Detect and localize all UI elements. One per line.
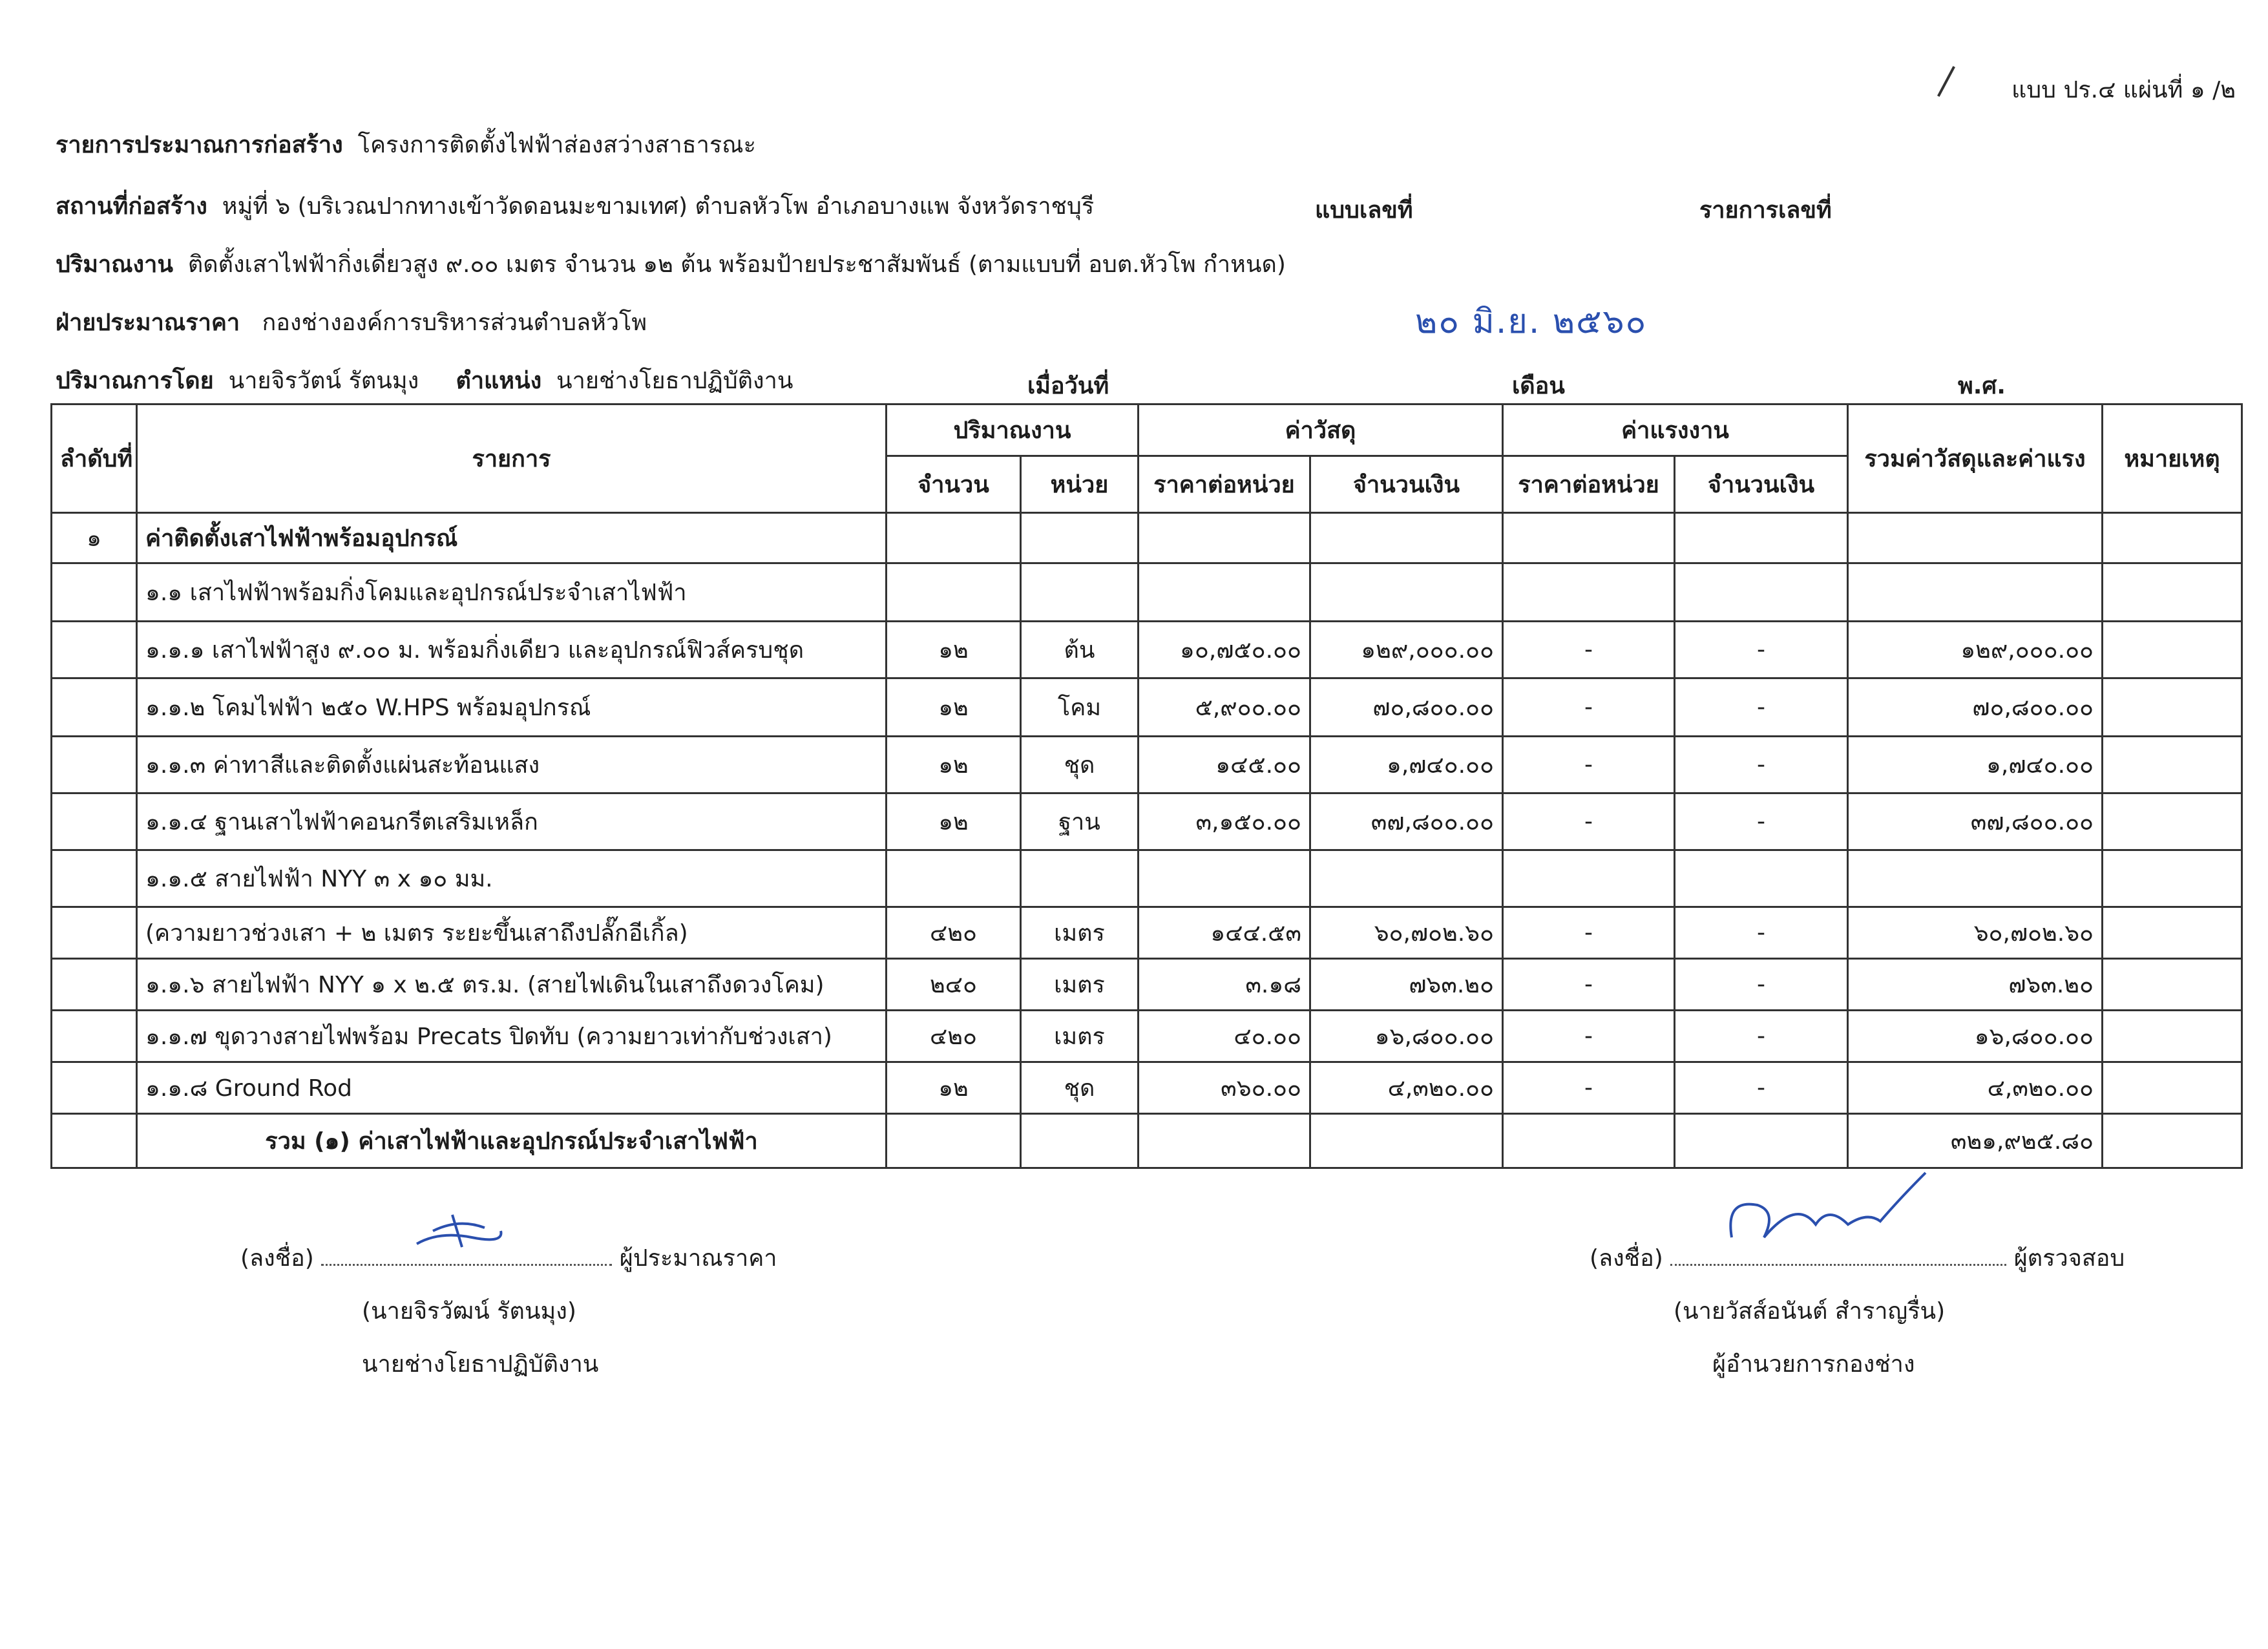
position-value: นายช่างโยธาปฏิบัติงาน xyxy=(556,368,793,394)
row-unit: ฐาน xyxy=(1021,793,1139,850)
row-lab-amount: - xyxy=(1675,793,1848,850)
subtotal-no-cell xyxy=(52,1114,137,1168)
row-mat-price: ๓๖๐.๐๐ xyxy=(1139,1062,1310,1114)
row-lab-price xyxy=(1503,513,1675,563)
row-lab-amount xyxy=(1675,850,1848,907)
row-lab-price: - xyxy=(1503,1062,1675,1114)
project-line xyxy=(56,126,756,163)
row-mat-price: ๓,๑๕๐.๐๐ xyxy=(1139,793,1310,850)
row-unit: โคม xyxy=(1021,678,1139,737)
estimator-sign-prefix: (ลงชื่อ) xyxy=(240,1245,314,1272)
row-mat-amount: ๑๒๙,๐๐๐.๐๐ xyxy=(1310,622,1503,678)
row-no xyxy=(52,1011,137,1062)
row-qty: ๑๒ xyxy=(887,793,1021,850)
row-total: ๖๐,๗๐๒.๖๐ xyxy=(1848,907,2103,959)
row-item: ๑.๑.๗ ขุดวางสายไฟพร้อม Precats ปิดทับ (ความยาวเท่ากับช่วงเสา) xyxy=(137,1011,887,1062)
row-lab-amount xyxy=(1675,513,1848,563)
subtotal-empty-cell xyxy=(1021,1114,1139,1168)
row-lab-price xyxy=(1503,563,1675,622)
header-remark: หมายเหตุ xyxy=(2103,404,2242,513)
row-qty xyxy=(887,850,1021,907)
table-row xyxy=(52,737,2242,793)
row-no xyxy=(52,678,137,737)
project-label: รายการประมาณการก่อสร้าง xyxy=(56,132,343,158)
row-qty: ๔๒๐ xyxy=(887,907,1021,959)
row-remark xyxy=(2103,737,2242,793)
subtotal-total: ๓๒๑,๙๒๕.๘๐ xyxy=(1848,1114,2103,1168)
location-value: หมู่ที่ ๖ (บริเวณปากทางเข้าวัดดอนมะขามเทศ) ตำบลหัวโพ อำเภอบางแพ จังหวัดราชบุรี xyxy=(222,193,1095,220)
inspector-role: ผู้ตรวจสอบ xyxy=(2013,1245,2125,1272)
subtotal-empty-cell xyxy=(2103,1114,2242,1168)
date-stamp: ๒๐ มิ.ย. ๒๕๖๐ xyxy=(1415,302,1648,341)
row-total xyxy=(1848,850,2103,907)
row-item: ๑.๑.๑ เสาไฟฟ้าสูง ๙.๐๐ ม. พร้อมกิ่งเดียว และอุปกรณ์ฟิวส์ครบชุด xyxy=(137,622,887,678)
row-no: ๑ xyxy=(52,513,137,563)
row-item: ๑.๑.๖ สายไฟฟ้า NYY ๑ x ๒.๕ ตร.ม. (สายไฟเดินในเสาถึงดวงโคม) xyxy=(137,959,887,1011)
row-item: ๑.๑.๓ ค่าทาสีและติดตั้งแผ่นสะท้อนแสง xyxy=(137,737,887,793)
position-label: ตำแหน่ง xyxy=(456,368,542,394)
row-lab-amount: - xyxy=(1675,959,1848,1011)
row-remark xyxy=(2103,563,2242,622)
row-remark xyxy=(2103,513,2242,563)
header-lab-price: ราคาต่อหน่วย xyxy=(1503,456,1675,513)
row-lab-price: - xyxy=(1503,622,1675,678)
row-mat-amount: ๖๐,๗๐๒.๖๐ xyxy=(1310,907,1503,959)
row-no xyxy=(52,793,137,850)
row-unit: ชุด xyxy=(1021,1062,1139,1114)
row-remark xyxy=(2103,678,2242,737)
header-lab-amount: จำนวนเงิน xyxy=(1675,456,1848,513)
subtotal-label: รวม (๑) ค่าเสาไฟฟ้าและอุปกรณ์ประจำเสาไฟฟ้า xyxy=(137,1114,887,1168)
row-no xyxy=(52,1062,137,1114)
month-label: เดือน xyxy=(1512,373,1565,399)
estimator-position: นายช่างโยธาปฏิบัติงาน xyxy=(362,1351,599,1378)
quantity-line xyxy=(56,246,1286,282)
row-unit: เมตร xyxy=(1021,907,1139,959)
header-item: รายการ xyxy=(137,404,887,513)
row-no xyxy=(52,737,137,793)
row-unit: ชุด xyxy=(1021,737,1139,793)
row-mat-amount xyxy=(1310,850,1503,907)
row-lab-price: - xyxy=(1503,678,1675,737)
inspector-sign-prefix: (ลงชื่อ) xyxy=(1590,1245,1663,1272)
quantity-label: ปริมาณงาน xyxy=(56,251,173,278)
inspector-sign-line xyxy=(1590,1239,2125,1276)
row-unit xyxy=(1021,850,1139,907)
quantity-value: ติดตั้งเสาไฟฟ้ากิ่งเดี่ยวสูง ๙.๐๐ เมตร จำนวน ๑๒ ต้น พร้อมป้ายประชาสัมพันธ์ (ตามแบบที่ อบต.หัวโพ กำหนด) xyxy=(187,251,1286,278)
row-item: ๑.๑.๕ สายไฟฟ้า NYY ๓ x ๑๐ มม. xyxy=(137,850,887,907)
row-mat-amount xyxy=(1310,563,1503,622)
row-total: ๔,๓๒๐.๐๐ xyxy=(1848,1062,2103,1114)
estimator-role: ผู้ประมาณราคา xyxy=(619,1245,777,1272)
row-mat-amount: ๔,๓๒๐.๐๐ xyxy=(1310,1062,1503,1114)
estimator-sign-line xyxy=(240,1239,777,1276)
estimator-dept-value: กองช่างองค์การบริหารส่วนตำบลหัวโพ xyxy=(262,310,647,336)
row-item: (ความยาวช่วงเสา + ๒ เมตร ระยะขึ้นเสาถึงปลั๊กอีเกิ้ล) xyxy=(137,907,887,959)
row-mat-amount: ๓๗,๘๐๐.๐๐ xyxy=(1310,793,1503,850)
row-unit xyxy=(1021,563,1139,622)
row-unit: เมตร xyxy=(1021,959,1139,1011)
row-mat-amount xyxy=(1310,513,1503,563)
row-item: ๑.๑.๔ ฐานเสาไฟฟ้าคอนกรีตเสริมเหล็ก xyxy=(137,793,887,850)
estimator-dept-label: ฝ่ายประมาณราคา xyxy=(56,310,240,336)
row-no xyxy=(52,563,137,622)
row-mat-amount: ๑,๗๔๐.๐๐ xyxy=(1310,737,1503,793)
row-remark xyxy=(2103,622,2242,678)
subtotal-empty-cell xyxy=(887,1114,1021,1168)
header-no: ลำดับที่ xyxy=(52,404,137,513)
table-row xyxy=(52,563,2242,622)
table-row xyxy=(52,1062,2242,1114)
year-label: พ.ศ. xyxy=(1958,373,2006,399)
estimated-by-line xyxy=(56,362,793,399)
row-lab-amount: - xyxy=(1675,622,1848,678)
header-material-group: ค่าวัสดุ xyxy=(1139,404,1503,456)
row-qty xyxy=(887,513,1021,563)
row-item: ๑.๑ เสาไฟฟ้าพร้อมกิ่งโคมและอุปกรณ์ประจำเสาไฟฟ้า xyxy=(137,563,887,622)
inspector-name: (นายวัสส์อนันต์ สำราญรื่น) xyxy=(1674,1298,1946,1325)
inspector-dotted-line xyxy=(1670,1264,2006,1266)
row-lab-price: - xyxy=(1503,737,1675,793)
row-item: ๑.๑.๒ โคมไฟฟ้า ๒๕๐ W.HPS พร้อมอุปกรณ์ xyxy=(137,678,887,737)
row-total: ๑๒๙,๐๐๐.๐๐ xyxy=(1848,622,2103,678)
header-labor-group: ค่าแรงงาน xyxy=(1503,404,1848,456)
estimator-name: (นายจิรวัฒน์ รัตนมุง) xyxy=(362,1298,576,1325)
subtotal-empty-cell xyxy=(1310,1114,1503,1168)
header-unit: หน่วย xyxy=(1021,456,1139,513)
row-total xyxy=(1848,513,2103,563)
row-mat-amount: ๑๖,๘๐๐.๐๐ xyxy=(1310,1011,1503,1062)
row-qty: ๒๔๐ xyxy=(887,959,1021,1011)
location-label: สถานที่ก่อสร้าง xyxy=(56,193,207,220)
table-row xyxy=(52,850,2242,907)
row-lab-amount: - xyxy=(1675,1062,1848,1114)
row-qty: ๑๒ xyxy=(887,1062,1021,1114)
row-lab-amount xyxy=(1675,563,1848,622)
project-value: โครงการติดตั้งไฟฟ้าส่องสว่างสาธารณะ xyxy=(357,132,756,158)
header-mat-amount: จำนวนเงิน xyxy=(1310,456,1503,513)
row-remark xyxy=(2103,793,2242,850)
row-remark xyxy=(2103,1011,2242,1062)
table-row xyxy=(52,513,2242,563)
header-quantity-group: ปริมาณงาน xyxy=(887,404,1139,456)
item-number-label: รายการเลขที่ xyxy=(1699,197,1832,224)
subtotal-empty-cell xyxy=(1139,1114,1310,1168)
row-no xyxy=(52,850,137,907)
row-qty: ๑๒ xyxy=(887,737,1021,793)
row-lab-price: - xyxy=(1503,907,1675,959)
row-unit xyxy=(1021,513,1139,563)
row-remark xyxy=(2103,959,2242,1011)
header-qty: จำนวน xyxy=(887,456,1021,513)
row-remark xyxy=(2103,907,2242,959)
header-mat-price: ราคาต่อหน่วย xyxy=(1139,456,1310,513)
row-mat-price: ๑๔๔.๕๓ xyxy=(1139,907,1310,959)
estimated-by-label: ปริมาณการโดย xyxy=(56,368,214,394)
row-total: ๗๐,๘๐๐.๐๐ xyxy=(1848,678,2103,737)
table-row xyxy=(52,907,2242,959)
row-lab-price: - xyxy=(1503,1011,1675,1062)
row-mat-price xyxy=(1139,513,1310,563)
row-total: ๓๗,๘๐๐.๐๐ xyxy=(1848,793,2103,850)
row-mat-amount: ๗๖๓.๒๐ xyxy=(1310,959,1503,1011)
row-qty: ๑๒ xyxy=(887,622,1021,678)
form-number: แบบ ปร.๔ แผ่นที่ ๑ /๒ xyxy=(2011,77,2236,103)
row-no xyxy=(52,622,137,678)
row-unit: ต้น xyxy=(1021,622,1139,678)
row-qty: ๔๒๐ xyxy=(887,1011,1021,1062)
row-mat-amount: ๗๐,๘๐๐.๐๐ xyxy=(1310,678,1503,737)
row-lab-amount: - xyxy=(1675,907,1848,959)
form-number-slash xyxy=(1937,66,1955,97)
estimate-table xyxy=(50,403,2243,1169)
row-item: ๑.๑.๘ Ground Rod xyxy=(137,1062,887,1114)
row-no xyxy=(52,907,137,959)
row-lab-amount: - xyxy=(1675,1011,1848,1062)
row-mat-price: ๓.๑๘ xyxy=(1139,959,1310,1011)
subtotal-empty-cell xyxy=(1503,1114,1675,1168)
table-body xyxy=(52,513,2242,1114)
row-lab-price: - xyxy=(1503,793,1675,850)
table-row xyxy=(52,959,2242,1011)
row-qty xyxy=(887,563,1021,622)
row-remark xyxy=(2103,1062,2242,1114)
row-total: ๑๖,๘๐๐.๐๐ xyxy=(1848,1011,2103,1062)
estimator-dept-line xyxy=(56,304,647,341)
row-mat-price: ๑๐,๗๕๐.๐๐ xyxy=(1139,622,1310,678)
table-row xyxy=(52,793,2242,850)
inspector-position: ผู้อำนวยการกองช่าง xyxy=(1712,1351,1915,1378)
row-mat-price: ๑๔๕.๐๐ xyxy=(1139,737,1310,793)
row-unit: เมตร xyxy=(1021,1011,1139,1062)
row-remark xyxy=(2103,850,2242,907)
row-total xyxy=(1848,563,2103,622)
plan-number-label: แบบเลขที่ xyxy=(1315,197,1413,224)
row-qty: ๑๒ xyxy=(887,678,1021,737)
location-line xyxy=(56,187,1094,224)
row-lab-price: - xyxy=(1503,959,1675,1011)
table-row xyxy=(52,622,2242,678)
row-mat-price xyxy=(1139,850,1310,907)
table-row xyxy=(52,678,2242,737)
row-lab-amount: - xyxy=(1675,737,1848,793)
row-mat-price xyxy=(1139,563,1310,622)
row-item: ค่าติดตั้งเสาไฟฟ้าพร้อมอุปกรณ์ xyxy=(137,513,887,563)
row-total: ๑,๗๔๐.๐๐ xyxy=(1848,737,2103,793)
header-total: รวมค่าวัสดุและค่าแรง xyxy=(1848,404,2103,513)
table-row xyxy=(52,1011,2242,1062)
row-mat-price: ๕,๙๐๐.๐๐ xyxy=(1139,678,1310,737)
row-mat-price: ๔๐.๐๐ xyxy=(1139,1011,1310,1062)
row-no xyxy=(52,959,137,1011)
row-lab-amount: - xyxy=(1675,678,1848,737)
row-lab-price xyxy=(1503,850,1675,907)
row-total: ๗๖๓.๒๐ xyxy=(1848,959,2103,1011)
estimated-by-value: นายจิรวัตน์ รัตนมุง xyxy=(228,368,419,394)
date-label: เมื่อวันที่ xyxy=(1027,373,1109,399)
estimator-dotted-line xyxy=(321,1264,612,1266)
